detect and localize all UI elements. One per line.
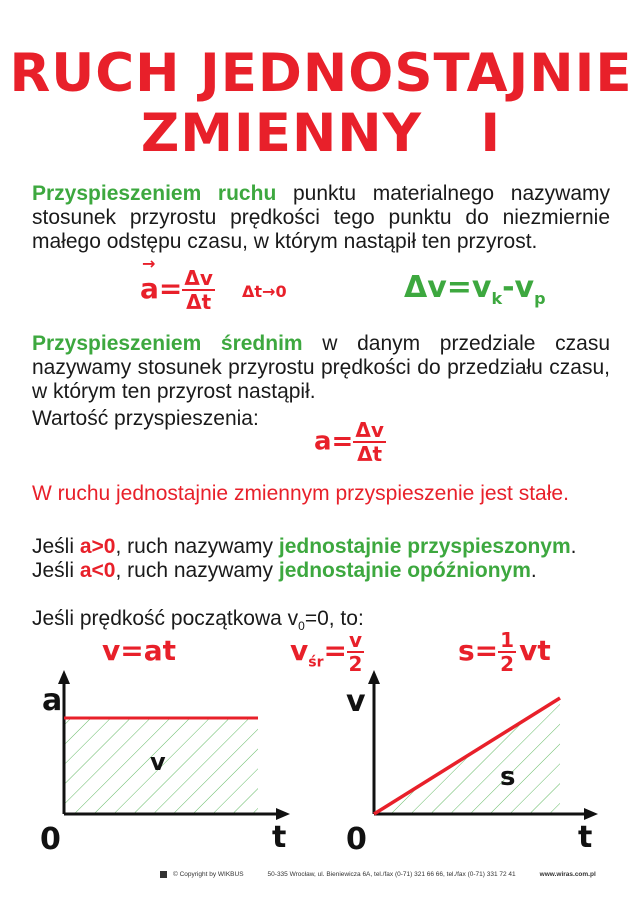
graph1-origin: 0 bbox=[40, 822, 61, 857]
fraction bbox=[353, 420, 386, 464]
text: Jeśli prędkość początkowa v bbox=[32, 607, 299, 630]
formula-part: Δv=v bbox=[404, 270, 492, 305]
formula-acceleration-instant: a → = $\frac{\Delta v}{\Delta t}$ bbox=[140, 254, 213, 314]
fraction-denominator: Δt bbox=[186, 290, 212, 314]
footer-copyright: © Copyright by WIKBUS bbox=[173, 871, 244, 879]
fraction bbox=[347, 630, 364, 674]
formula-subscript-k: k bbox=[491, 289, 503, 308]
formula-subscript-p: p bbox=[534, 289, 546, 308]
paragraph-text: w danym przedziale czasu nazywamy stosunek przyrostu prędkości do przedziału czasu, w którym ten przyrost nastąpił. bbox=[32, 332, 610, 403]
formula-eq: = bbox=[323, 634, 347, 667]
graph2-area-label: s bbox=[500, 762, 516, 792]
graph1-y-label: a bbox=[42, 683, 63, 718]
formula-velocity-change bbox=[404, 270, 546, 308]
footer bbox=[160, 871, 620, 878]
graph2-origin: 0 bbox=[346, 822, 367, 857]
term-average-acceleration: Przyspieszeniem średnim bbox=[32, 332, 303, 355]
formula-lhs: a bbox=[314, 426, 332, 457]
text: , ruch nazywamy bbox=[115, 559, 279, 582]
graph2-y-label: v bbox=[346, 684, 366, 719]
formula-average-velocity bbox=[290, 630, 364, 674]
fraction bbox=[182, 268, 215, 312]
value-label: Wartość przyspieszenia: bbox=[32, 407, 259, 430]
formula-lhs: s bbox=[458, 634, 475, 667]
condition: a<0 bbox=[79, 559, 116, 582]
fraction bbox=[498, 630, 516, 674]
formula-eq: = bbox=[158, 272, 183, 305]
term: jednostajnie opóźnionym bbox=[278, 559, 531, 582]
formula-acceleration-value bbox=[314, 420, 386, 464]
formula-velocity: v=at bbox=[102, 634, 176, 667]
paragraph-average-acceleration bbox=[32, 332, 610, 404]
text: Jeśli bbox=[32, 535, 80, 558]
page-title-line2: ZMIENNY I bbox=[140, 103, 502, 164]
graphs-svg bbox=[0, 670, 642, 870]
formula-part: -v bbox=[502, 270, 535, 305]
term: jednostajnie przyspieszonym bbox=[278, 535, 571, 558]
fraction-numerator: v bbox=[348, 628, 363, 652]
formula-eq: = bbox=[331, 426, 354, 457]
fraction-denominator: Δt bbox=[357, 442, 383, 466]
graph1-y-arrow bbox=[58, 670, 70, 684]
fraction-numerator: 1 bbox=[500, 628, 515, 652]
footer-address: 50-335 Wrocław, ul. Bieniewicza 6A, tel./fax (0-71) 321 66 66, tel./fax (0-71) 331 72 41 bbox=[267, 871, 516, 879]
fraction-numerator: Δv bbox=[184, 266, 213, 290]
text: . bbox=[530, 559, 537, 582]
graph1-area-label: v bbox=[150, 748, 166, 776]
text: Jeśli bbox=[32, 559, 80, 582]
formula-subscript: śr bbox=[308, 654, 324, 671]
fraction-denominator: 2 bbox=[500, 652, 515, 676]
subscript: 0 bbox=[298, 619, 305, 634]
logo-icon bbox=[160, 871, 167, 878]
case-decelerated bbox=[32, 559, 537, 583]
formula-limit: Δt→0 bbox=[242, 282, 287, 301]
text: , ruch nazywamy bbox=[115, 535, 279, 558]
constant-acceleration-statement: W ruchu jednostajnie zmiennym przyspieszenie jest stałe. bbox=[32, 482, 569, 505]
text: =0, to: bbox=[304, 607, 364, 630]
paragraph-text: punktu materialnego nazywamy stosunek przyrostu prędkości tego punktu do niezmiernie małego odstępu czasu, w którym nastąpił ten przyrost. bbox=[32, 182, 610, 253]
paragraph-acceleration-definition bbox=[32, 182, 610, 254]
graph1-x-arrow bbox=[276, 808, 290, 820]
graph2-x-label: t bbox=[578, 820, 593, 855]
page-title-line1: RUCH JEDNOSTAJNIE bbox=[9, 43, 633, 104]
formula-distance bbox=[458, 630, 551, 674]
case-accelerated bbox=[32, 535, 576, 559]
formula-eq: = bbox=[474, 634, 499, 667]
formula-rest: vt bbox=[519, 634, 551, 667]
fraction-denominator: 2 bbox=[348, 652, 363, 676]
footer-web: www.wiras.com.pl bbox=[539, 871, 596, 879]
formula-lhs: v bbox=[290, 634, 309, 667]
formula-lhs: a bbox=[140, 272, 159, 305]
term-acceleration: Przyspieszeniem ruchu bbox=[32, 182, 277, 205]
graph1-x-label: t bbox=[272, 820, 287, 855]
graph2-x-arrow bbox=[584, 808, 598, 820]
text: . bbox=[570, 535, 577, 558]
fraction-numerator: Δv bbox=[355, 418, 384, 442]
graph2-y-arrow bbox=[368, 670, 380, 684]
condition: a>0 bbox=[79, 535, 116, 558]
